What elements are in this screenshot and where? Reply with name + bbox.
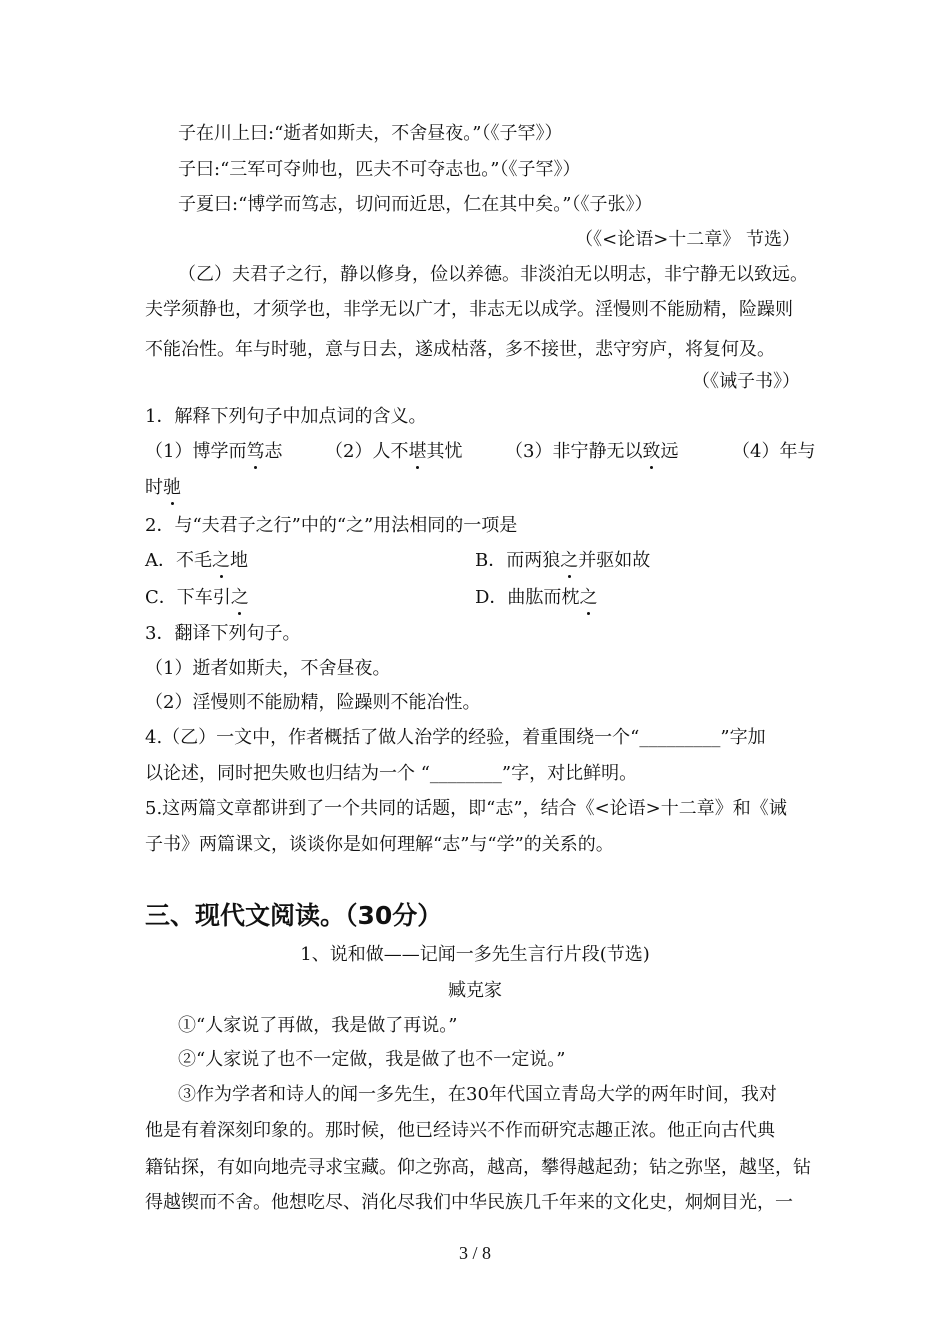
jiezi-source: （《诫子书》） bbox=[692, 371, 800, 392]
q1-item-2: （2）人不堪其忧 bbox=[325, 441, 463, 462]
paragraph-3-line-2: 他是有着深刻印象的。那时候，他已经诗兴不作而研究志趣正浓。他正向古代典 bbox=[145, 1120, 775, 1141]
section-heading: 三、现代文阅读。（30分） bbox=[145, 901, 443, 930]
q1-stem: 1．解释下列句子中加点词的含义。 bbox=[145, 406, 427, 427]
q2-option-c: C．下车引之 bbox=[145, 587, 249, 608]
q2-option-a: A．不毛之地 bbox=[145, 550, 248, 571]
dotted-char: 之 bbox=[560, 550, 579, 571]
q1-item-1: （1）博学而笃志 bbox=[145, 441, 283, 462]
dotted-char: 之 bbox=[579, 587, 598, 608]
dotted-char: 堪 bbox=[408, 441, 427, 462]
paragraph-1: ①“人家说了再做，我是做了再说。” bbox=[178, 1015, 458, 1036]
paragraph-3-line-1: ③作为学者和诗人的闻一多先生，在30年代国立青岛大学的两年时间，我对 bbox=[178, 1084, 777, 1105]
paragraph-3-line-3: 籍钻探，有如向地壳寻求宝藏。仰之弥高，越高，攀得越起劲；钻之弥坚，越坚，钻 bbox=[145, 1157, 811, 1178]
jiezi-line-2: 夫学须静也，才须学也，非学无以广才，非志无以成学。淫慢则不能励精，险躁则 bbox=[145, 299, 793, 320]
dotted-char: 之 bbox=[212, 550, 230, 571]
q2-stem: 2．与“夫君子之行”中的“之”用法相同的一项是 bbox=[145, 515, 518, 536]
article-title: 1、说和做——记闻一多先生言行片段(节选) bbox=[300, 944, 650, 965]
q5-line-2: 子书》两篇课文，谈谈你是如何理解“志”与“学”的关系的。 bbox=[145, 834, 614, 855]
lunyu-line-3: 子夏曰:“博学而笃志，切问而近思，仁在其中矣。”（《子张》） bbox=[178, 194, 653, 215]
dotted-char: 驰 bbox=[163, 477, 181, 498]
dotted-char: 致 bbox=[642, 441, 661, 462]
paragraph-3-line-4: 得越锲而不舍。他想吃尽、消化尽我们中华民族几千年来的文化史，炯炯目光，一 bbox=[145, 1192, 793, 1213]
paragraph-2: ②“人家说了也不一定做，我是做了也不一定说。” bbox=[178, 1049, 566, 1070]
q1-item-4: （4）年与 bbox=[732, 441, 816, 462]
lunyu-line-2: 子曰:“三军可夺帅也，匹夫不可夺志也。”（《子罕》） bbox=[178, 159, 581, 180]
article-author: 臧克家 bbox=[448, 980, 502, 1001]
dotted-char: 笃 bbox=[246, 441, 265, 462]
q4-line-1: 4.（乙）一文中，作者概括了做人治学的经验，着重围绕一个“_________”字加 bbox=[145, 727, 766, 748]
jiezi-line-1: （乙）夫君子之行，静以修身，俭以养德。非淡泊无以明志，非宁静无以致远。 bbox=[178, 264, 808, 285]
q4-line-2: 以论述，同时把失败也归结为一个 “________”字，对比鲜明。 bbox=[145, 763, 638, 784]
q2-option-b: B．而两狼之并驱如故 bbox=[475, 550, 651, 571]
q1-item-4-cont: 时驰 bbox=[145, 477, 181, 498]
q3-stem: 3．翻译下列句子。 bbox=[145, 623, 301, 644]
q3-sentence-2: （2）淫慢则不能励精，险躁则不能冶性。 bbox=[145, 692, 481, 713]
page-number: 3 / 8 bbox=[458, 1243, 491, 1263]
dotted-char: 之 bbox=[230, 587, 249, 608]
lunyu-source: （《<论语>十二章》 节选） bbox=[575, 229, 800, 250]
jiezi-line-3: 不能冶性。年与时驰，意与日去，遂成枯落，多不接世，悲守穷庐，将复何及。 bbox=[145, 339, 775, 360]
q2-option-d: D．曲肱而枕之 bbox=[475, 587, 598, 608]
q1-item-3: （3）非宁静无以致远 bbox=[505, 441, 679, 462]
q5-line-1: 5.这两篇文章都讲到了一个共同的话题，即“志”，结合《<论语>十二章》和《诫 bbox=[145, 798, 787, 819]
lunyu-line-1: 子在川上曰:“逝者如斯夫，不舍昼夜。”（《子罕》） bbox=[178, 123, 563, 144]
q3-sentence-1: （1）逝者如斯夫，不舍昼夜。 bbox=[145, 658, 391, 679]
